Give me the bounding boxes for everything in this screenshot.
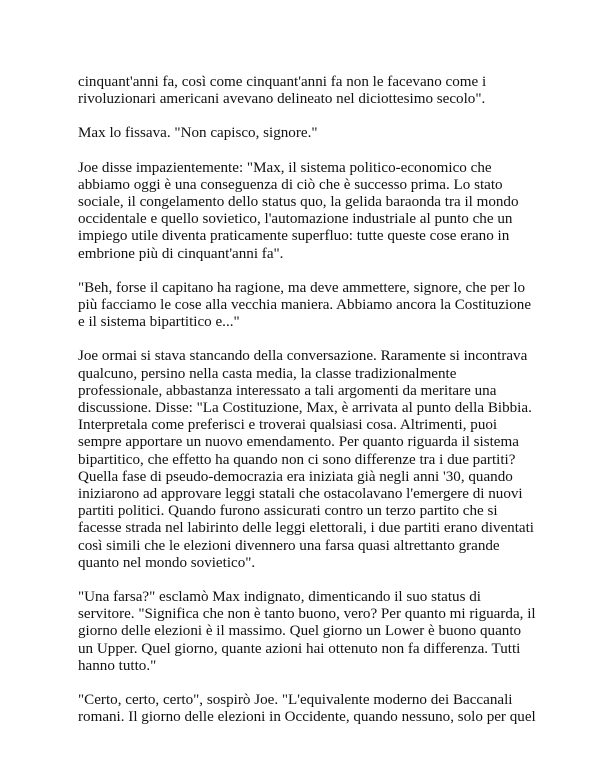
paragraph-5: Joe ormai si stava stancando della conversazione. Raramente si incontrava qualcuno, persino nella casta media, la classe tradizionalmente professionale, abbastanza interessato a tali argomenti da meritare una discussione. Disse: "La Costituzione, Max, è arrivata al punto della Bibbia. Interpretala come preferisci e troverai qualsiasi cosa. Altrimenti, puoi sempre apportare un nuovo emendamento. Per quanto riguarda il sistema bipartitico, che effetto ha quando non ci sono differenze tra i due partiti? Quella fase di pseudo-democrazia era iniziata già negli anni '30, quando iniziarono ad approvare leggi statali che ostacolavano l'emergere di nuovi partiti politici. Quando furono assicurati contro un terzo partito che si facesse strada nel labirinto delle leggi elettorali, i due partiti erano diventati così simili che le elezioni divennero una farsa quasi altrettanto grande quanto nel mondo sovietico". (78, 348, 534, 571)
document-page (78, 74, 538, 744)
paragraph-1: cinquant'anni fa, così come cinquant'anni fa non le facevano come i rivoluzionari americani avevano delineato nel diciottesimo secolo". (78, 74, 487, 108)
paragraph-4: "Beh, forse il capitano ha ragione, ma deve ammettere, signore, che per lo più facciamo le cose alla vecchia maniera. Abbiamo ancora la Costituzione e il sistema bipartitico e..." (78, 279, 532, 331)
paragraph-2: Max lo fissava. "Non capisco, signore." (78, 125, 318, 142)
paragraph-7: "Certo, certo, certo", sospirò Joe. "L'equivalente moderno dei Baccanali romani. Il giorno delle elezioni in Occidente, quando nessuno, solo per quel (78, 692, 536, 726)
paragraph-6: "Una farsa?" esclamò Max indignato, dimenticando il suo status di servitore. "Significa che non è tanto buono, vero? Per quanto mi riguarda, il giorno delle elezioni è il massimo. Quel giorno un Lower è buono quanto un Upper. Quel giorno, quante azioni hai ottenuto non fa differenza. Tutti hanno tutto." (78, 589, 536, 674)
paragraph-3: Joe disse impazientemente: "Max, il sistema politico-economico che abbiamo oggi è una conseguenza di ciò che è successo prima. Lo stato sociale, il congelamento dello status quo, la gelida baraonda tra il mondo occidentale e quello sovietico, l'automazione industriale al punto che un impiego utile diventa praticamente superfluo: tutte queste cose erano in embrione più di cinquant'anni fa". (78, 159, 519, 262)
